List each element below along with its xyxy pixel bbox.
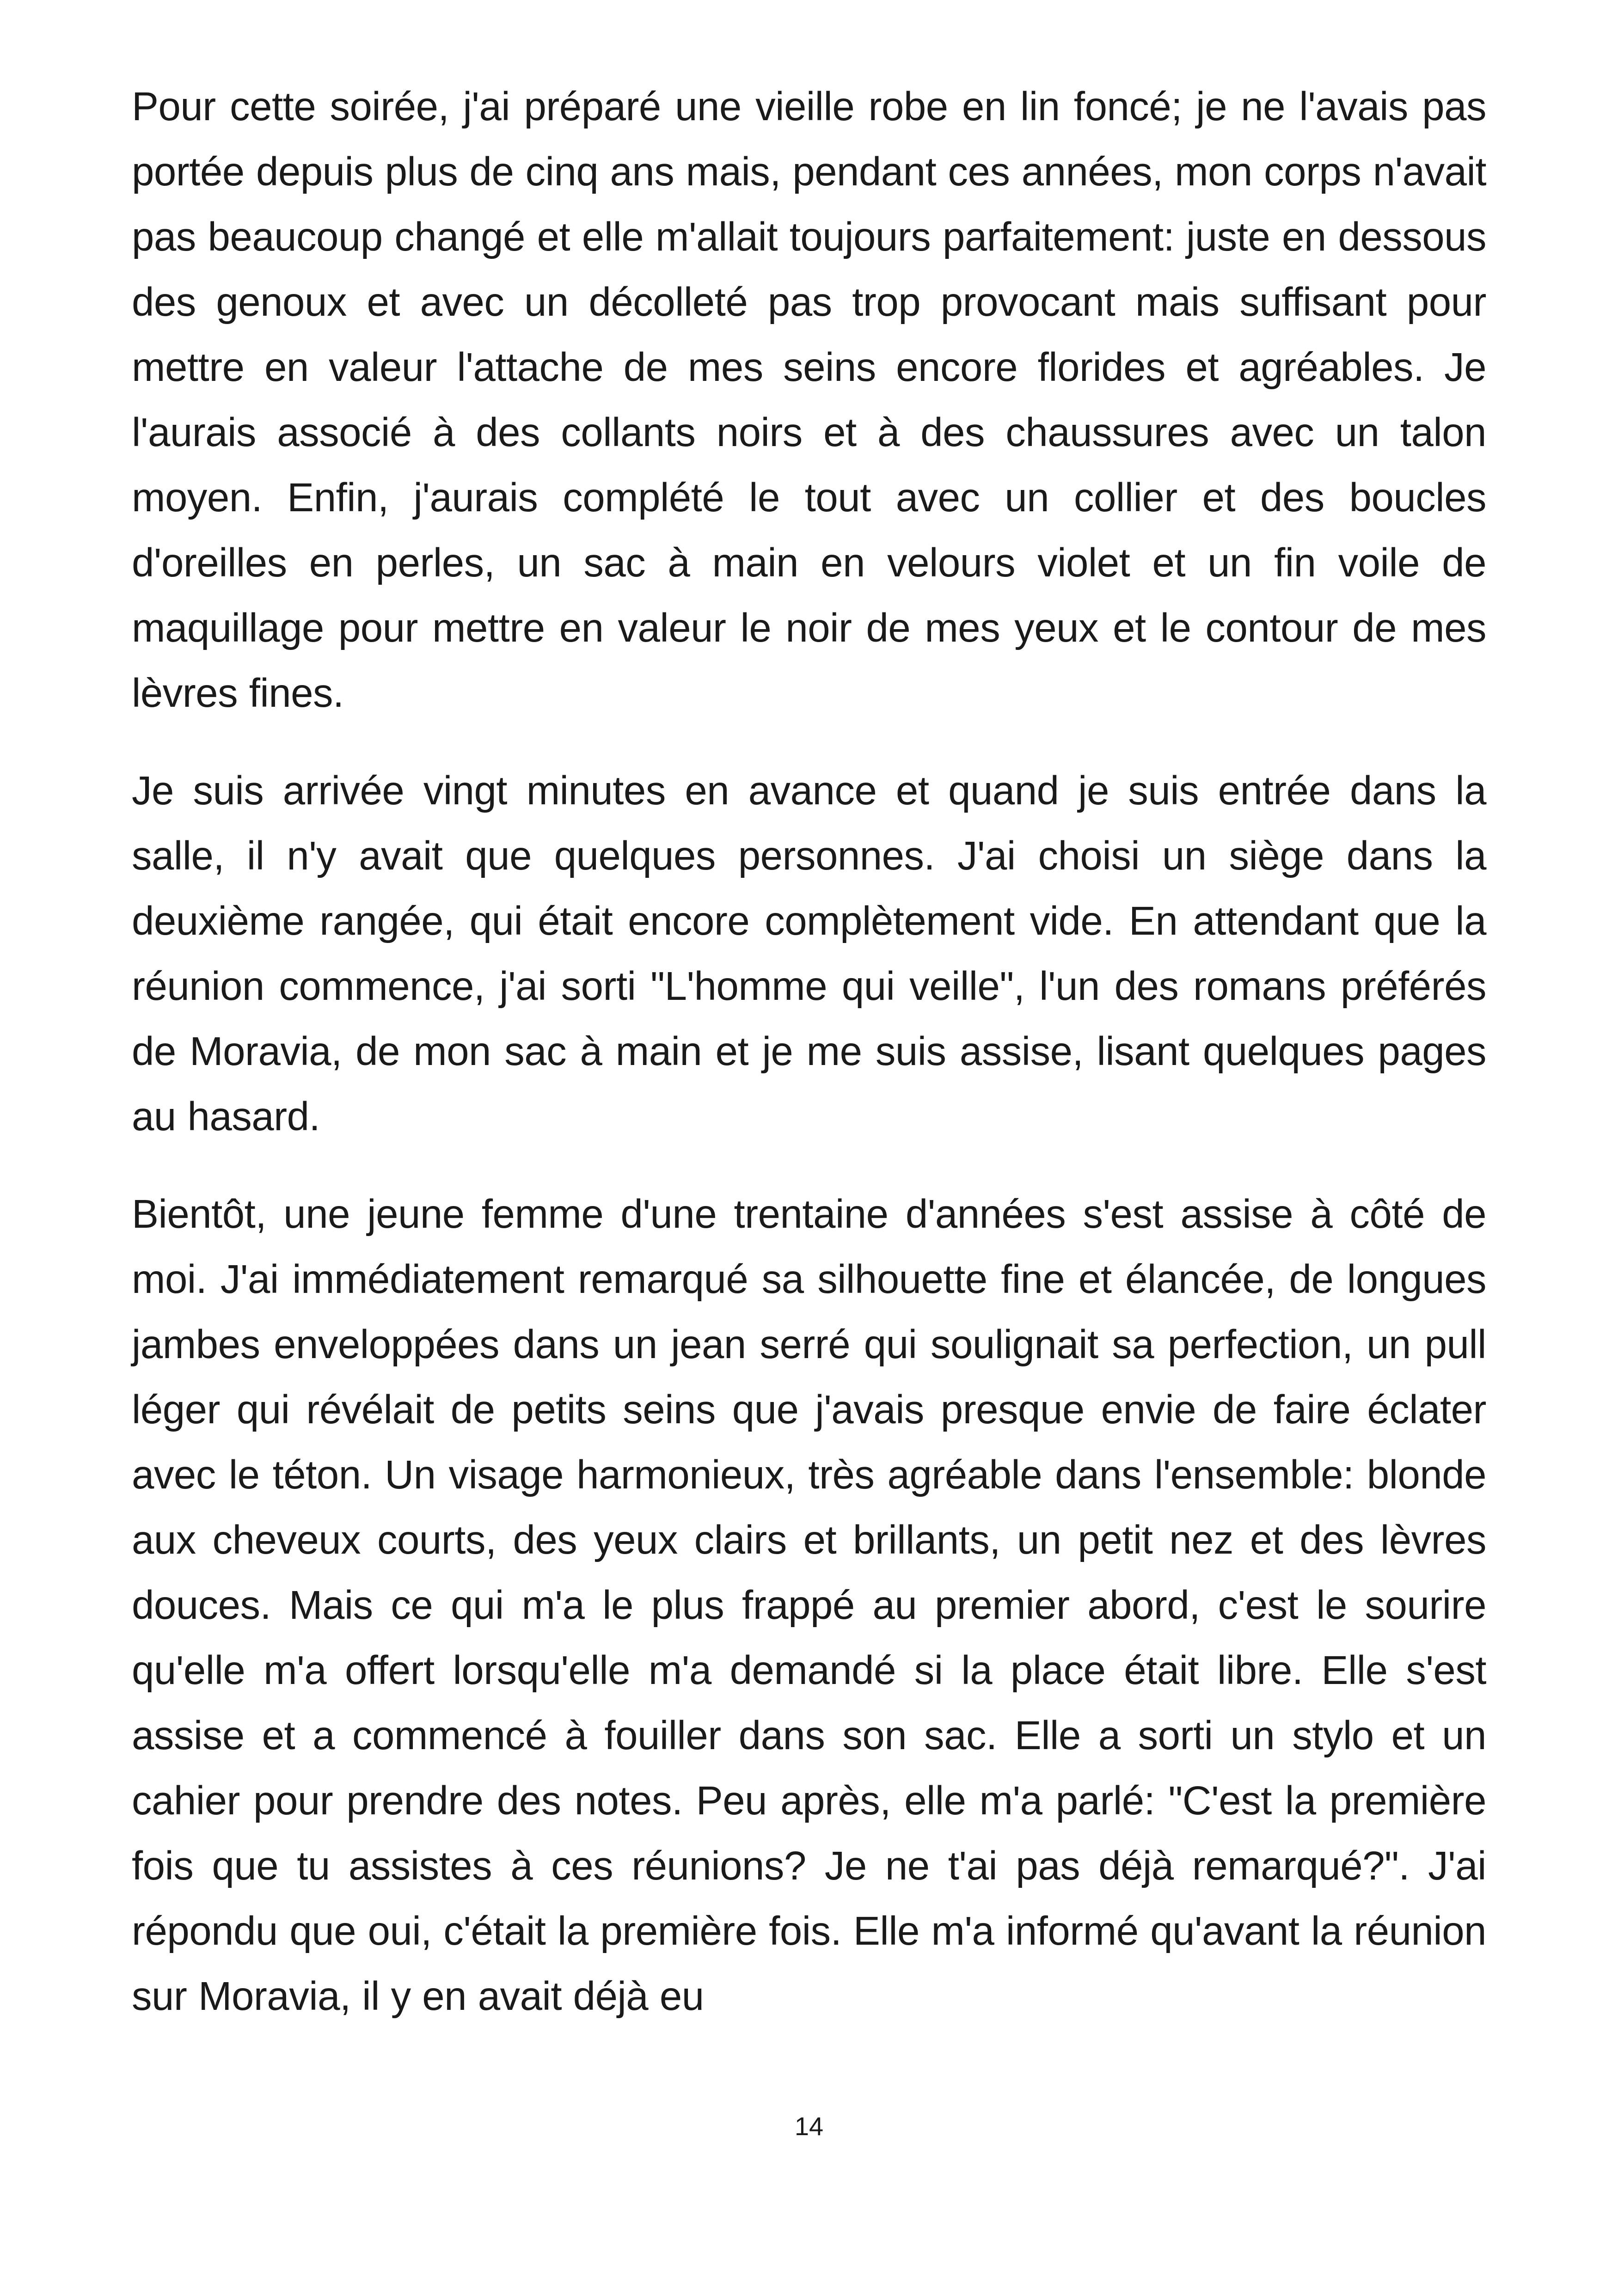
page-number: 14 — [794, 2112, 824, 2141]
paragraph-1: Pour cette soirée, j'ai préparé une vieille robe en lin foncé; je ne l'avais pas portée depuis plus de cinq ans mais, pendant ces années, mon corps n'avait pas beaucoup changé et elle m'allait toujours parfaitement: juste en dessous des genoux et avec un décolleté pas trop provocant mais suffisant pour mettre en valeur l'attache de mes seins encore florides et agréables. Je l'aurais associé à des collants noirs et à des chaussures avec un talon moyen. Enfin, j'aurais complété le tout avec un collier et des boucles d'oreilles en perles, un sac à main en velours violet et un fin voile de maquillage pour mettre en valeur le noir de mes yeux et le contour de mes lèvres fines. — [132, 84, 1486, 716]
body-text — [132, 74, 1486, 2029]
paragraph-3: Bientôt, une jeune femme d'une trentaine d'années s'est assise à côté de moi. J'ai immédiatement remarqué sa silhouette fine et élancée, de longues jambes enveloppées dans un jean serré qui soulignait sa perfection, un pull léger qui révélait de petits seins que j'avais presque envie de faire éclater avec le téton. Un visage harmonieux, très agréable dans l'ensemble: blonde aux cheveux courts, des yeux clairs et brillants, un petit nez et des lèvres douces. Mais ce qui m'a le plus frappé au premier abord, c'est le sourire qu'elle m'a offert lorsqu'elle m'a demandé si la place était libre. Elle s'est assise et a commencé à fouiller dans son sac. Elle a sorti un stylo et un cahier pour prendre des notes. Peu après, elle m'a parlé: "C'est la première fois que tu assistes à ces réunions? Je ne t'ai pas déjà remarqué?". J'ai répondu que oui, c'était la première fois. Elle m'a informé qu'avant la réunion sur Moravia, il y en avait déjà eu — [132, 1192, 1486, 2019]
paragraph-2: Je suis arrivée vingt minutes en avance et quand je suis entrée dans la salle, il n'y avait que quelques personnes. J'ai choisi un siège dans la deuxième rangée, qui était encore complètement vide. En attendant que la réunion commence, j'ai sorti "L'homme qui veille", l'un des romans préférés de Moravia, de mon sac à main et je me suis assise, lisant quelques pages au hasard. — [132, 768, 1486, 1139]
